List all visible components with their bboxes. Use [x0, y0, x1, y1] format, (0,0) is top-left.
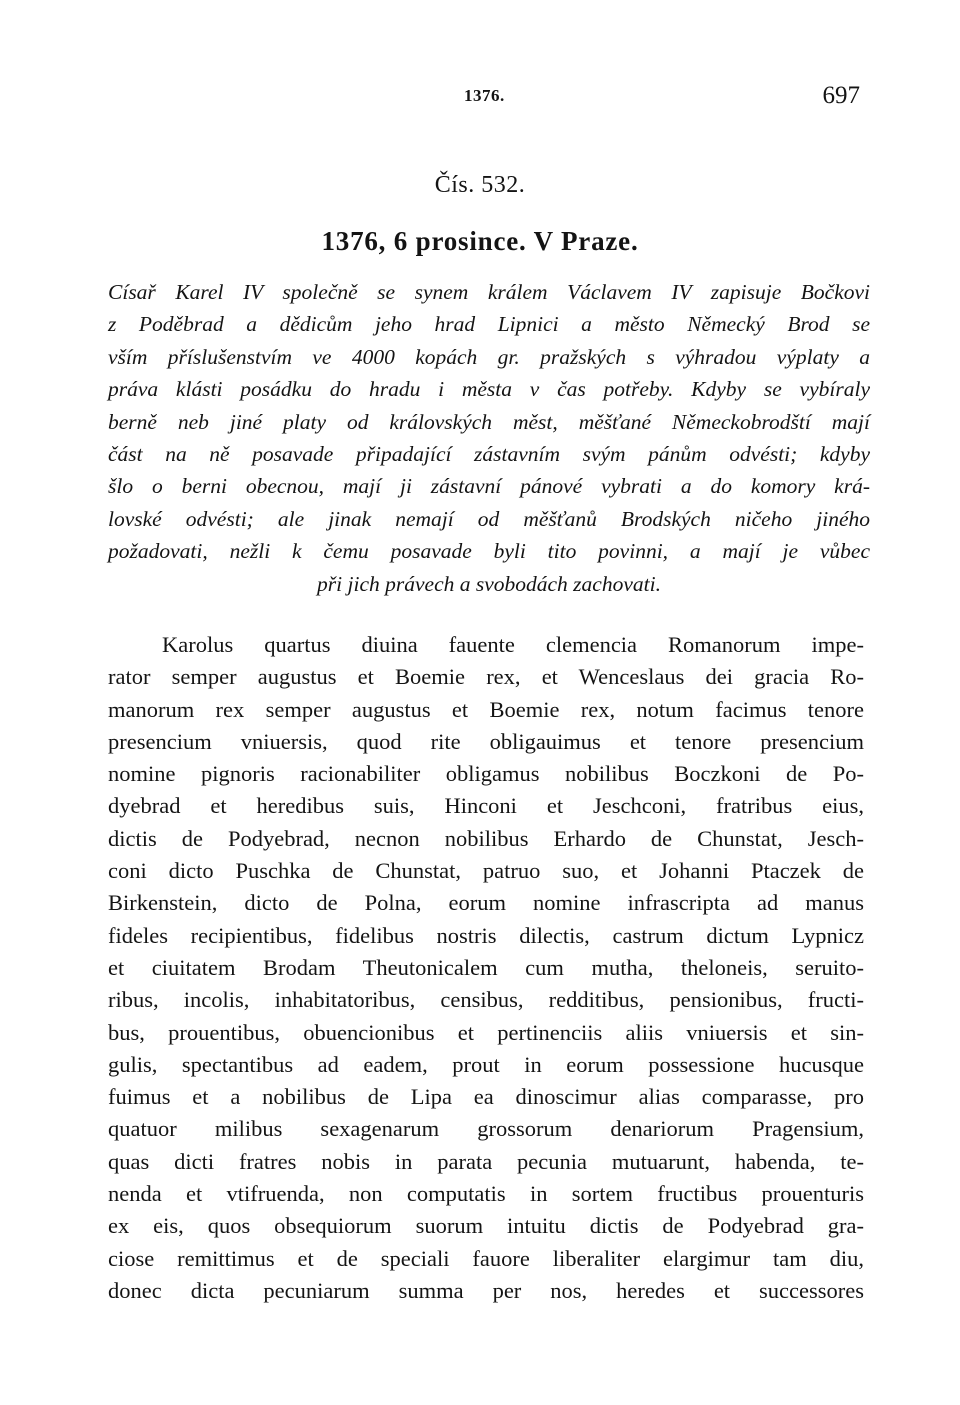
regest-line: šlo o berni obecnou, mají ji zástavní pánové vybrati a do komory krá-: [108, 474, 870, 499]
regest-line: požadovati, nežli k čemu posavade byli tito povinni, a mají je vůbec: [108, 539, 870, 564]
latin-line: ribus, incolis, inhabitatoribus, censibus, redditibus, pensionibus, fructi-: [108, 987, 864, 1013]
latin-line: et ciuitatem Brodam Theutonicalem cum mutha, theloneis, seruito-: [108, 954, 864, 980]
regest-line: vším příslušenstvím ve 4000 kopách gr. pražských s výhradou výplaty a: [108, 344, 870, 369]
latin-charter-text: [108, 629, 864, 1307]
latin-line: presencium vniuersis, quod rite obligauimus et tenore presencium: [108, 728, 864, 754]
latin-line: rator semper augustus et Boemie rex, et Wenceslaus dei gracia Ro-: [108, 664, 864, 690]
latin-line: ex eis, quos obsequiorum suorum intuitu dictis de Podyebrad gra-: [108, 1213, 864, 1239]
running-year: 1376.: [464, 86, 505, 105]
latin-line: Karolus quartus diuina fauente clemencia Romanorum impe-: [162, 632, 864, 657]
latin-line: fuimus et a nobilibus de Lipa ea dinoscimur alias comparasse, pro: [108, 1084, 864, 1110]
latin-line: quatuor milibus sexagenarum grossorum denariorum Pragensium,: [108, 1116, 864, 1142]
latin-line: fideles recipientibus, fidelibus nostris dilectis, castrum dictum Lypnicz: [108, 922, 864, 948]
latin-line: quas dicti fratres nobis in parata pecunia mutuarunt, habenda, te-: [108, 1148, 864, 1174]
latin-line: coni dicto Puschka de Chunstat, patruo suo, et Johanni Ptaczek de: [108, 858, 864, 884]
regest-line: při jich právech a svobodách zachovati.: [317, 571, 661, 596]
latin-line: gulis, spectantibus ad eadem, prout in eorum possessione hucusque: [108, 1051, 864, 1077]
latin-line: Birkenstein, dicto de Polna, eorum nomine infrascripta ad manus: [108, 890, 864, 916]
regest-line: z Poděbrad a dědicům jeho hrad Lipnici a město Německý Brod se: [108, 312, 870, 337]
regest-line: lovské odvésti; ale jinak nemají od měšťanů Brodských ničeho jiného: [108, 506, 870, 531]
czech-regest: [108, 276, 870, 600]
page-number: 697: [822, 82, 860, 109]
latin-line: manorum rex semper augustus et Boemie rex, notum facimus tenore: [108, 696, 864, 722]
latin-line: ciose remittimus et de speciali fauore liberaliter elargimur tam diu,: [108, 1245, 864, 1271]
document-date-place: 1376, 6 prosince. V Praze.: [321, 226, 639, 256]
latin-line: nomine pignoris racionabiliter obligamus nobilibus Boczkoni de Po-: [108, 761, 864, 787]
latin-line: dictis de Podyebrad, necnon nobilibus Erhardo de Chunstat, Jesch-: [108, 825, 864, 851]
document-number: Čís. 532.: [434, 172, 526, 198]
latin-line: dyebrad et heredibus suis, Hinconi et Jeschconi, fratribus eius,: [108, 793, 864, 819]
regest-line: práva klásti posádku do hradu i města v čas potřeby. Kdyby se vybíraly: [108, 377, 870, 402]
latin-line: nenda et vtifruenda, non computatis in sortem fructibus prouenturis: [108, 1181, 864, 1207]
regest-line: část na ně posavade připadající zástavním svým pánům odvésti; kdyby: [108, 442, 870, 467]
latin-line: donec dicta pecuniarum summa per nos, heredes et successores: [108, 1277, 864, 1303]
regest-line: Císař Karel IV společně se synem králem Václavem IV zapisuje Bočkovi: [108, 280, 870, 304]
regest-line: berně neb jiné platy od královských měst, měšťané Německobrodští mají: [108, 409, 870, 434]
running-header: [108, 82, 860, 112]
latin-line: bus, prouentibus, obuencionibus et pertinenciis aliis vniuersis et sin-: [108, 1019, 864, 1045]
